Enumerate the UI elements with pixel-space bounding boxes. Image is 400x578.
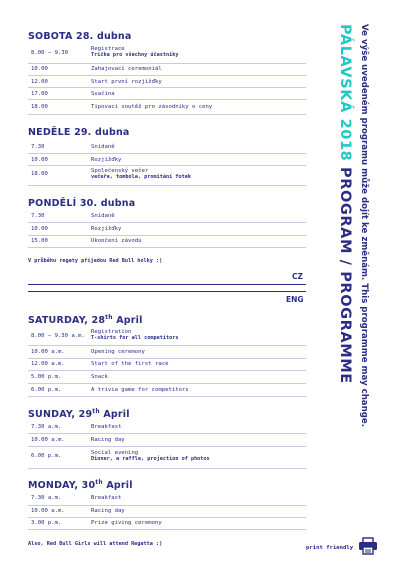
title-rest: PROGRAM / PROGRAMME <box>337 161 353 384</box>
row-text: Snack <box>91 374 108 380</box>
row-time: 7.30 a.m. <box>31 495 62 501</box>
schedule-row <box>28 433 306 447</box>
row-time: 8.00 – 9.30 <box>31 50 69 56</box>
day-title: SUNDAY, 29 <box>28 409 93 421</box>
row-time: 10.00 a.m. <box>31 508 65 514</box>
row-text <box>91 450 210 462</box>
row-time: 6.00 p.m. <box>31 453 62 459</box>
row-text <box>91 329 178 341</box>
day-month: April <box>99 409 130 421</box>
row-time: 10.00 a.m. <box>31 349 65 355</box>
row-sub: Dinner, a raffle, projection of photos <box>91 456 210 462</box>
row-time: 12.00 a.m. <box>31 361 65 367</box>
row-text: Tipovací soutěž pro závodníky o ceny <box>91 104 213 110</box>
row-text: Breakfast <box>91 495 122 501</box>
row-text: Breakfast <box>91 424 122 430</box>
row-text: Start of the first race <box>91 361 169 367</box>
row-time: 10.00 <box>31 66 48 72</box>
row-text: Start první rozjížďky <box>91 79 162 85</box>
row-time: 12.00 <box>31 79 48 85</box>
side-title-block <box>337 24 381 534</box>
lang-label-eng: ENG <box>286 295 304 304</box>
row-time: 7.30 a.m. <box>31 424 62 430</box>
schedule-row <box>28 492 306 506</box>
day-ordinal: th <box>92 408 100 415</box>
row-time: 18.00 <box>31 104 48 110</box>
row-title: Social evening <box>91 450 139 456</box>
row-time: 18.00 <box>31 171 48 177</box>
row-title: Registration <box>91 329 132 335</box>
day-heading <box>28 408 130 420</box>
day-month: April <box>102 480 133 492</box>
row-time: 17.00 <box>31 91 48 97</box>
day-heading: NEDĚLE 29. dubna <box>28 127 130 138</box>
day-heading: SOBOTA 28. dubna <box>28 31 132 42</box>
row-text: Rozjížďky <box>91 157 122 163</box>
schedule-row <box>28 327 306 346</box>
row-time: 10.00 <box>31 226 48 232</box>
row-time: 8.00 – 9.30 a.m. <box>31 333 85 339</box>
schedule-row <box>28 383 306 397</box>
day-ordinal: th <box>105 314 113 321</box>
row-text: Snídaně <box>91 144 115 150</box>
program-en <box>28 0 306 578</box>
row-text: Rozjížďky <box>91 226 122 232</box>
day-month: April <box>112 315 143 327</box>
row-title: Registrace <box>91 46 125 52</box>
row-text: Svačina <box>91 91 115 97</box>
row-text: A trivia game for competitors <box>91 387 189 393</box>
row-text: Opening ceremony <box>91 349 145 355</box>
row-text: Racing day <box>91 437 125 443</box>
row-time: 5.00 p.m. <box>31 374 62 380</box>
day-heading: PONDĚLÍ 30. dubna <box>28 198 136 209</box>
row-time: 15.00 <box>31 238 48 244</box>
row-time: 7.30 <box>31 144 45 150</box>
row-time: 3.00 p.m. <box>31 520 62 526</box>
day-ordinal: th <box>95 479 103 486</box>
printer-icon[interactable] <box>358 537 378 555</box>
row-text: Zahajovací ceremoniál <box>91 66 162 72</box>
row-title: Společenský večer <box>91 168 149 174</box>
title-highlight: PÁLAVSKÁ 2018 <box>337 24 353 162</box>
row-time: 10.00 <box>31 157 48 163</box>
day-heading <box>28 479 133 491</box>
row-text: Snídaně <box>91 213 115 219</box>
print-friendly-link[interactable]: print friendly <box>306 545 354 551</box>
day-title: SATURDAY, 28 <box>28 315 106 327</box>
regatta-note: V průběhu regaty přijedou Red Bull holky :) <box>28 258 163 264</box>
row-sub: T-shirts for all competitors <box>91 335 179 341</box>
day-heading <box>28 314 143 326</box>
schedule-row <box>28 345 306 359</box>
row-text: Prize giving ceremony <box>91 520 162 526</box>
row-sub: Trička pro všechny účastníky <box>91 52 179 58</box>
disclaimer: Ve výše uvedeném programu může dojít ke změnám. This programme may change. <box>359 24 369 427</box>
row-time: 7.30 <box>31 213 45 219</box>
schedule-row <box>28 446 306 469</box>
row-text: Ukončení závodu <box>91 238 142 244</box>
schedule-row <box>28 370 306 384</box>
row-sub: večeře, tombola, promítání fotek <box>91 174 191 180</box>
regatta-note: Also, Red Bull Girls will attend Regatta :) <box>28 541 163 547</box>
page-title <box>337 24 353 384</box>
row-time: 6.00 p.m. <box>31 387 62 393</box>
row-time: 10.00 a.m. <box>31 437 65 443</box>
day-title: MONDAY, 30 <box>28 480 96 492</box>
schedule-row <box>28 517 306 530</box>
lang-label-cz: CZ <box>292 272 303 281</box>
row-text: Racing day <box>91 508 125 514</box>
